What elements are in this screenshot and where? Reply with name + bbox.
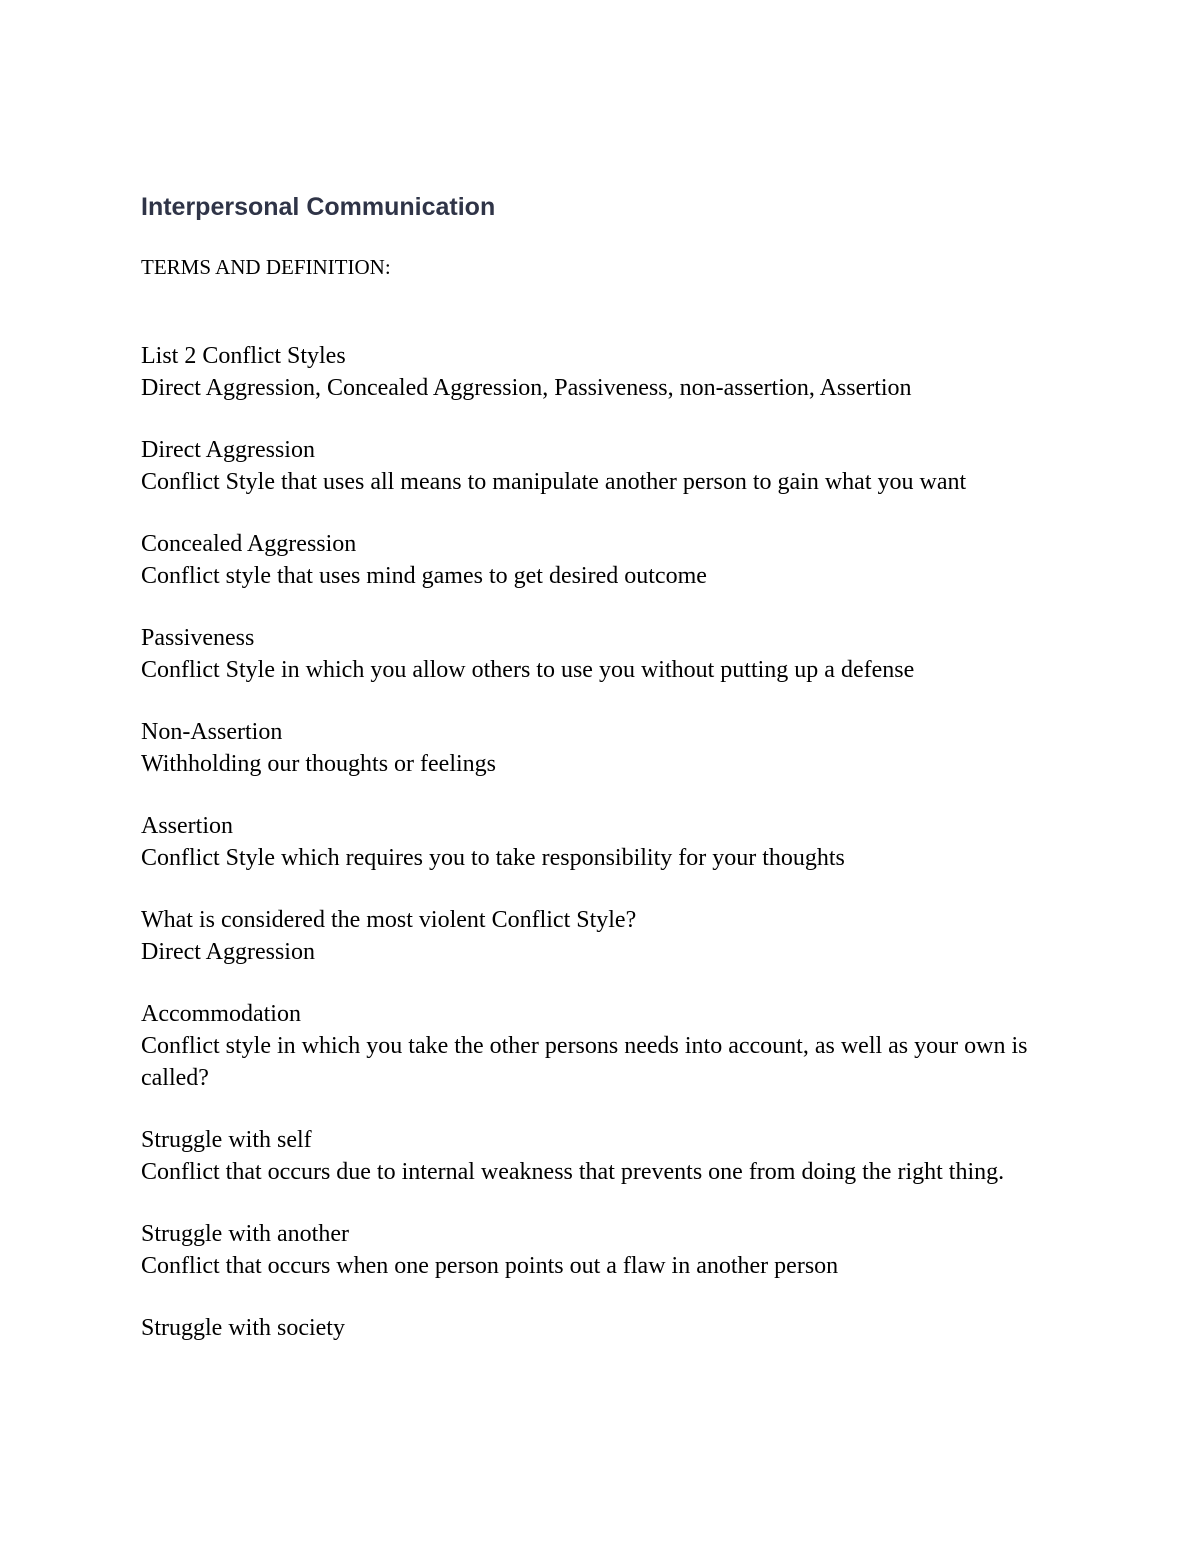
term-definition: Withholding our thoughts or feelings [141,751,496,777]
term-entry [141,1312,1071,1344]
term-entry [141,1124,1071,1188]
term-entry [141,340,1071,404]
term-title: Assertion [141,813,233,839]
term-title: Accommodation [141,1001,301,1027]
term-title: Struggle with society [141,1315,345,1341]
term-entry [141,904,1071,968]
term-entry [141,810,1071,874]
term-definition: Conflict style that uses mind games to get desired outcome [141,563,707,589]
term-definition: Conflict Style in which you allow others to use you without putting up a defense [141,657,915,683]
term-definition: Conflict Style which requires you to take responsibility for your thoughts [141,845,845,871]
term-entry [141,998,1071,1094]
term-definition: Conflict Style that uses all means to manipulate another person to gain what you want [141,469,967,495]
term-entry [141,434,1071,498]
term-title: Passiveness [141,625,255,651]
term-title: Struggle with another [141,1221,349,1247]
term-definition: Direct Aggression, Concealed Aggression, Passiveness, non-assertion, Assertion [141,375,912,401]
document-title: Interpersonal Communication [141,193,496,221]
term-title: Concealed Aggression [141,531,357,557]
term-definition: Conflict style in which you take the other persons needs into account, as well as your own is called? [141,1033,1028,1091]
term-title: List 2 Conflict Styles [141,343,346,369]
term-definition: Direct Aggression [141,939,315,965]
term-entry [141,622,1071,686]
term-title: What is considered the most violent Conflict Style? [141,907,637,933]
term-title: Non-Assertion [141,719,283,745]
term-entry [141,528,1071,592]
term-title: Struggle with self [141,1127,312,1153]
term-title: Direct Aggression [141,437,315,463]
term-definition: Conflict that occurs due to internal weakness that prevents one from doing the right thing. [141,1159,1005,1185]
term-entry [141,1218,1071,1282]
section-heading: TERMS AND DEFINITION: [141,255,391,279]
term-entry [141,716,1071,780]
term-definition: Conflict that occurs when one person points out a flaw in another person [141,1253,839,1279]
term-list [141,340,1071,1344]
